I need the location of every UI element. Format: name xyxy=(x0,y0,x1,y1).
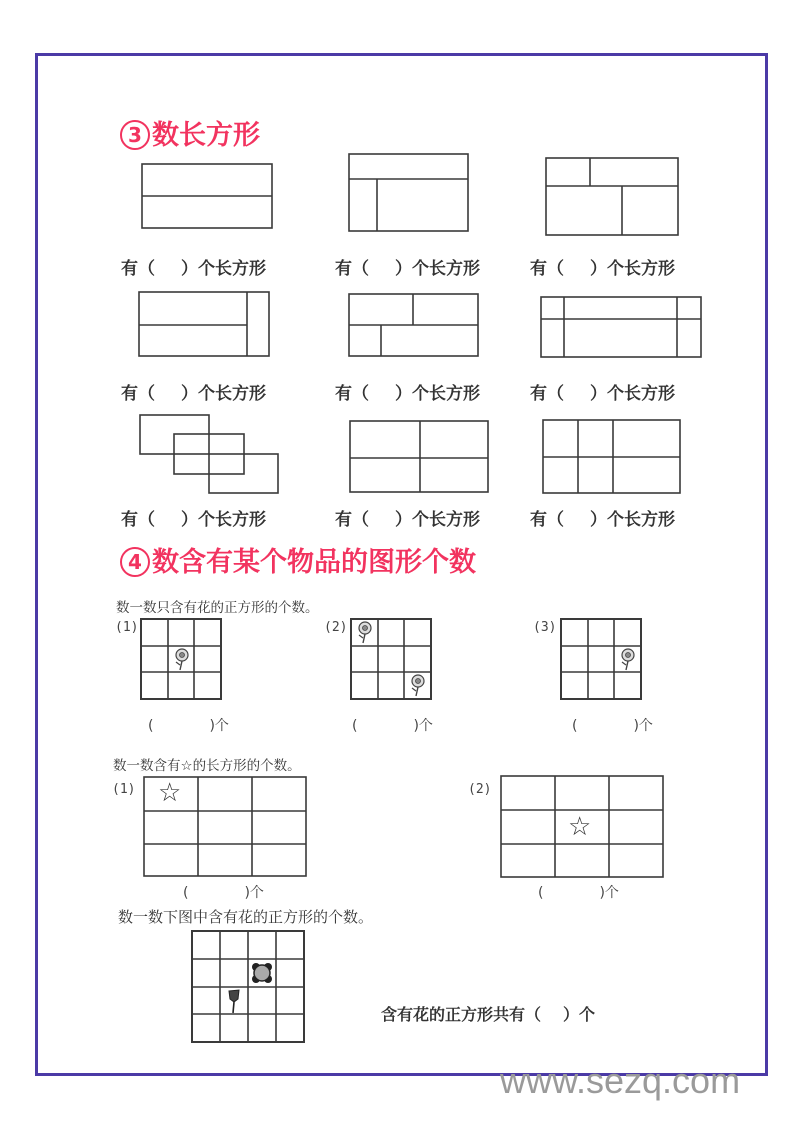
q3-instruction: 数一数下图中含有花的正方形的个数。 xyxy=(118,908,374,926)
q1-item-1-label: (1) xyxy=(115,620,139,635)
section-4-title: 4 数含有某个物品的图形个数 xyxy=(120,540,476,579)
answer-fig-8: 有（ ）个长方形 xyxy=(335,510,480,530)
q1-item-3-label: (3) xyxy=(533,620,557,635)
star-icon: ☆ xyxy=(158,778,182,808)
answer-fig-2: 有（ ）个长方形 xyxy=(335,259,480,279)
q2-instruction: 数一数含有☆的长方形的个数。 xyxy=(113,758,301,774)
watermark: www.sezq.com xyxy=(500,1060,741,1101)
q2-item-1-label: (1) xyxy=(112,782,136,797)
q2-item-2-label: (2) xyxy=(468,782,492,797)
q1-item-2-label: (2) xyxy=(324,620,348,635)
answer-fig-6: 有（ ）个长方形 xyxy=(530,384,675,404)
tulip-icon xyxy=(224,988,244,1014)
answer-fig-1: 有（ ）个长方形 xyxy=(121,259,266,279)
answer-fig-5: 有（ ）个长方形 xyxy=(335,384,480,404)
circled-number-4: 4 xyxy=(120,547,150,577)
answer-fig-9: 有（ ）个长方形 xyxy=(530,510,675,530)
q1-instruction: 数一数只含有花的正方形的个数。 xyxy=(116,600,319,616)
q1-item-3-blank[interactable]: ( )个 xyxy=(572,718,653,734)
answer-fig-7: 有（ ）个长方形 xyxy=(121,510,266,530)
q2-item-2-blank[interactable]: ( )个 xyxy=(538,885,619,901)
q2-item-1-blank[interactable]: ( )个 xyxy=(183,885,264,901)
answer-fig-3: 有（ ）个长方形 xyxy=(530,259,675,279)
answer-fig-4: 有（ ）个长方形 xyxy=(121,384,266,404)
star-icon: ☆ xyxy=(568,812,592,842)
round-flower-icon xyxy=(250,961,274,985)
q3-answer: 含有花的正方形共有（ ）个 xyxy=(381,1005,596,1024)
section-3-title: 3 数长方形 xyxy=(120,113,260,152)
circled-number-3: 3 xyxy=(120,120,150,150)
q1-item-2-blank[interactable]: ( )个 xyxy=(352,718,433,734)
q1-item-1-blank[interactable]: ( )个 xyxy=(148,718,229,734)
